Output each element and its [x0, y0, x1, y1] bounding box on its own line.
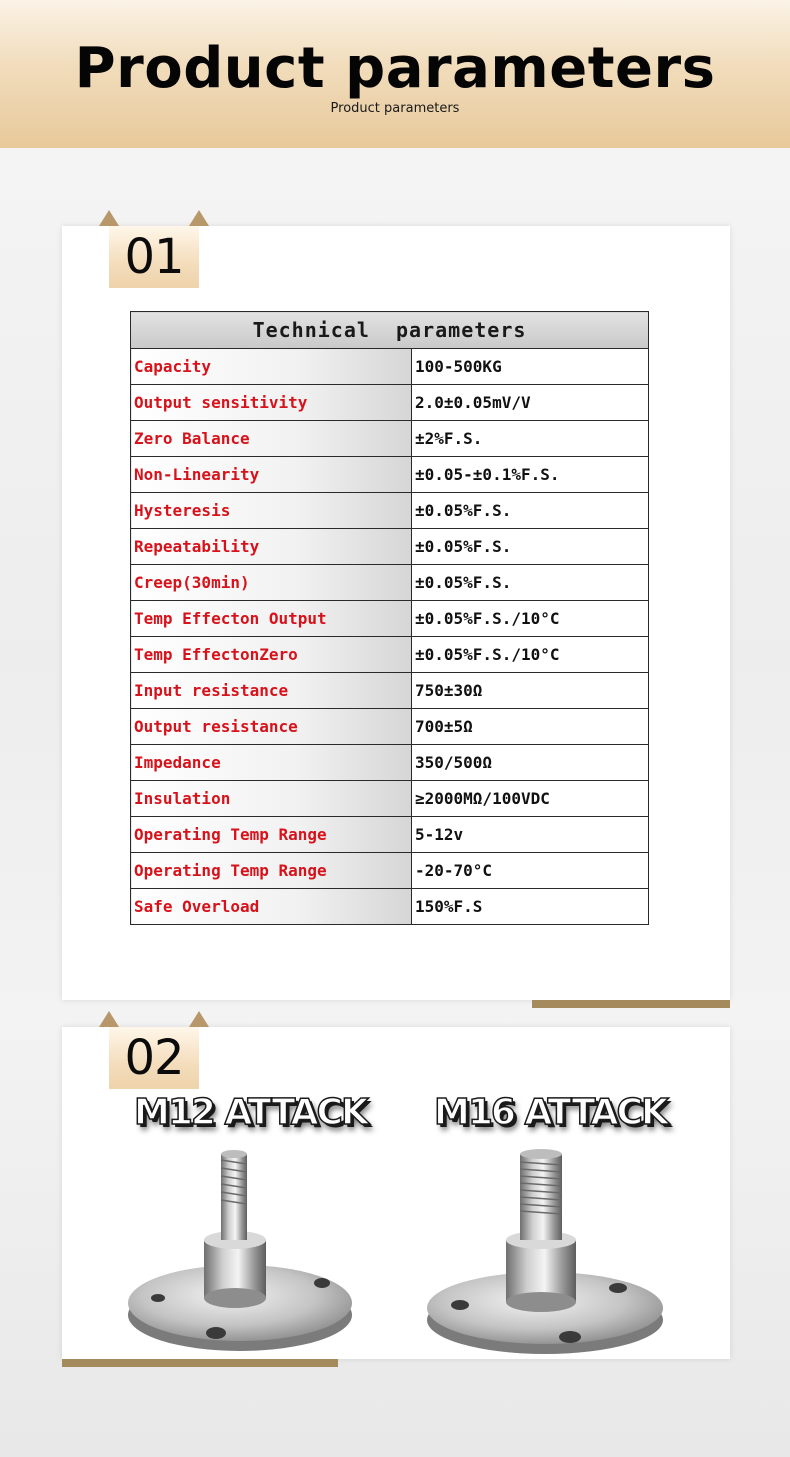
table-row [131, 493, 649, 529]
param-name: Output resistance [131, 709, 412, 745]
table-row [131, 349, 649, 385]
page-title: Product parameters [74, 36, 716, 101]
param-name: Safe Overload [131, 889, 412, 925]
badge-tab-right [189, 1011, 209, 1027]
m12-attack-label: M12 ATTACK [134, 1092, 367, 1133]
param-value: 750±30Ω [412, 673, 649, 709]
table-row [131, 385, 649, 421]
table-row [131, 457, 649, 493]
param-value: ±2%F.S. [412, 421, 649, 457]
badge-tab-right [189, 210, 209, 226]
param-value: ±0.05%F.S. [412, 529, 649, 565]
m16-attack-label: M16 ATTACK [434, 1092, 667, 1133]
param-name: Insulation [131, 781, 412, 817]
technical-parameters-table [130, 311, 649, 925]
param-name: Zero Balance [131, 421, 412, 457]
param-value: -20-70°C [412, 853, 649, 889]
section-badge-02: 02 [109, 1027, 199, 1089]
param-name: Creep(30min) [131, 565, 412, 601]
table-row [131, 817, 649, 853]
table-row [131, 781, 649, 817]
section-badge-01: 01 [109, 226, 199, 288]
param-name: Impedance [131, 745, 412, 781]
param-value: 5-12v [412, 817, 649, 853]
param-name: Capacity [131, 349, 412, 385]
table-row [131, 889, 649, 925]
card2-accent-bar [62, 1359, 338, 1367]
badge-tab-left [99, 210, 119, 226]
param-value: 100-500KG [412, 349, 649, 385]
param-value: ≥2000MΩ/100VDC [412, 781, 649, 817]
table-row [131, 421, 649, 457]
table-header-row [131, 312, 649, 349]
param-name: Output sensitivity [131, 385, 412, 421]
table-row [131, 601, 649, 637]
table-row [131, 673, 649, 709]
param-value: ±0.05%F.S./10°C [412, 637, 649, 673]
table-row [131, 529, 649, 565]
param-value: ±0.05%F.S. [412, 565, 649, 601]
param-name: Repeatability [131, 529, 412, 565]
param-name: Operating Temp Range [131, 853, 412, 889]
table-row [131, 709, 649, 745]
param-name: Temp EffectonZero [131, 637, 412, 673]
table-row [131, 853, 649, 889]
param-name: Non-Linearity [131, 457, 412, 493]
header-banner [0, 0, 790, 148]
m12-attachment-image [120, 1140, 370, 1355]
param-name: Temp Effecton Output [131, 601, 412, 637]
table-row [131, 565, 649, 601]
param-value: 2.0±0.05mV/V [412, 385, 649, 421]
param-name: Input resistance [131, 673, 412, 709]
param-value: ±0.05%F.S./10°C [412, 601, 649, 637]
table-row [131, 637, 649, 673]
m16-attachment-image [420, 1140, 670, 1355]
card1-accent-bar [532, 1000, 730, 1008]
page-subtitle: Product parameters [330, 101, 460, 116]
param-value: 700±5Ω [412, 709, 649, 745]
param-value: ±0.05%F.S. [412, 493, 649, 529]
badge-tab-left [99, 1011, 119, 1027]
table-row [131, 745, 649, 781]
param-name: Operating Temp Range [131, 817, 412, 853]
table-title: Technical parameters [131, 312, 649, 349]
param-value: 150%F.S [412, 889, 649, 925]
param-name: Hysteresis [131, 493, 412, 529]
param-value: ±0.05-±0.1%F.S. [412, 457, 649, 493]
param-value: 350/500Ω [412, 745, 649, 781]
